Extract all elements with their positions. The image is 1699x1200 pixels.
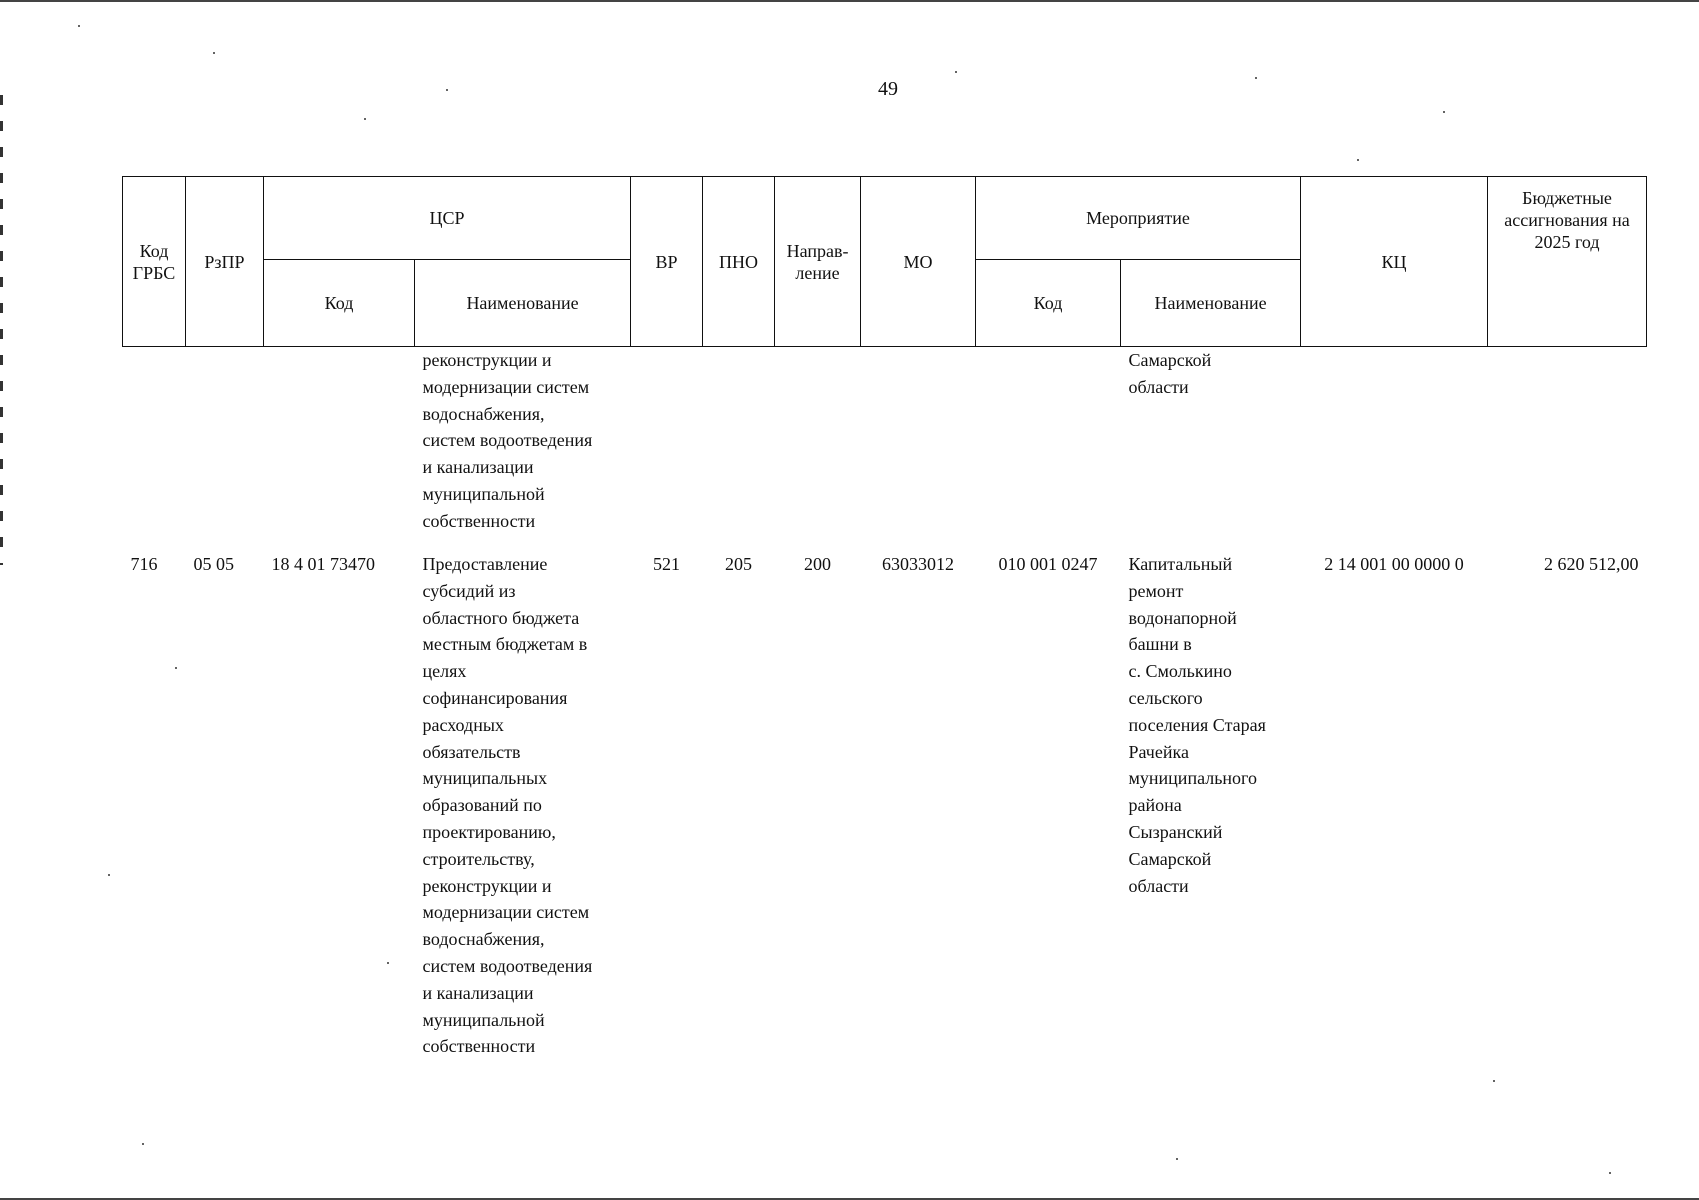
cell-csr-name: Предоставление субсидий из областного бюджета местным бюджетам в целях софинансирования расходных обязательств муниципальных образований по проектированию, строительству, реконструкции и модернизации систем водоснабжения, систем водоотведения и канализации муниципальной собственности xyxy=(422,554,593,1057)
header-direction: Направ- ление xyxy=(775,177,861,347)
scan-speck xyxy=(955,71,957,73)
header-csr-name: Наименование xyxy=(415,260,631,347)
cell-kc: 2 14 001 00 0000 0 xyxy=(1324,554,1464,574)
cell-direction xyxy=(775,347,861,552)
cell-event-name: Капитальный ремонт водонапорной башни в с. Смолькино сельского поселения Старая Рачейка муниципального района Сызранский Самарской области xyxy=(1128,554,1266,896)
scan-speck xyxy=(213,52,215,54)
table-row-continuation xyxy=(123,347,1647,552)
scan-speck xyxy=(1493,1080,1495,1082)
cell-event-code xyxy=(976,347,1121,552)
scan-speck xyxy=(364,118,366,120)
cell-pno xyxy=(703,347,775,552)
scan-top-edge xyxy=(0,0,1699,2)
header-kc: КЦ xyxy=(1301,177,1488,347)
header-grbs: Код ГРБС xyxy=(123,177,186,347)
header-budget: Бюджетные ассигнования на 2025 год xyxy=(1488,177,1647,347)
cell-csr-code xyxy=(264,347,415,552)
header-event-code: Код xyxy=(976,260,1121,347)
cell-budget xyxy=(1488,347,1647,552)
cell-grbs: 716 xyxy=(130,554,158,574)
header-event-name: Наименование xyxy=(1121,260,1301,347)
binding-margin-marks xyxy=(0,95,3,565)
scan-speck xyxy=(1443,111,1445,113)
cell-rzpr xyxy=(186,347,264,552)
scan-speck xyxy=(1357,159,1359,161)
cell-pno: 205 xyxy=(725,554,753,574)
cell-grbs xyxy=(123,347,186,552)
cell-budget: 2 620 512,00 xyxy=(1544,554,1639,574)
header-event: Мероприятие xyxy=(976,177,1301,260)
cell-event-name: Самарской области xyxy=(1128,350,1212,397)
cell-rzpr: 05 05 xyxy=(193,554,234,574)
header-pno: ПНО xyxy=(703,177,775,347)
scan-speck xyxy=(1176,1158,1178,1160)
header-rzpr: РзПР xyxy=(186,177,264,347)
header-mo: МО xyxy=(861,177,976,347)
table-header xyxy=(123,177,1647,347)
scan-speck xyxy=(78,25,80,27)
cell-vr xyxy=(631,347,703,552)
table-row xyxy=(123,551,1647,1060)
cell-mo xyxy=(861,347,976,552)
scan-speck xyxy=(1609,1172,1611,1174)
header-vr: ВР xyxy=(631,177,703,347)
cell-vr: 521 xyxy=(653,554,681,574)
header-csr: ЦСР xyxy=(264,177,631,260)
cell-kc xyxy=(1301,347,1488,552)
cell-csr-code: 18 4 01 73470 xyxy=(271,554,375,574)
cell-event-code: 010 001 0247 xyxy=(998,554,1098,574)
scan-speck xyxy=(108,874,110,876)
scan-speck xyxy=(142,1143,144,1145)
cell-csr-name: реконструкции и модернизации систем водоснабжения, систем водоотведения и канализации муниципальной собственности xyxy=(422,350,593,531)
budget-table xyxy=(122,176,1647,1060)
page-number: 49 xyxy=(878,78,898,100)
header-csr-code: Код xyxy=(264,260,415,347)
cell-mo: 63033012 xyxy=(882,554,955,574)
table-body xyxy=(123,347,1647,1061)
cell-direction: 200 xyxy=(804,554,832,574)
